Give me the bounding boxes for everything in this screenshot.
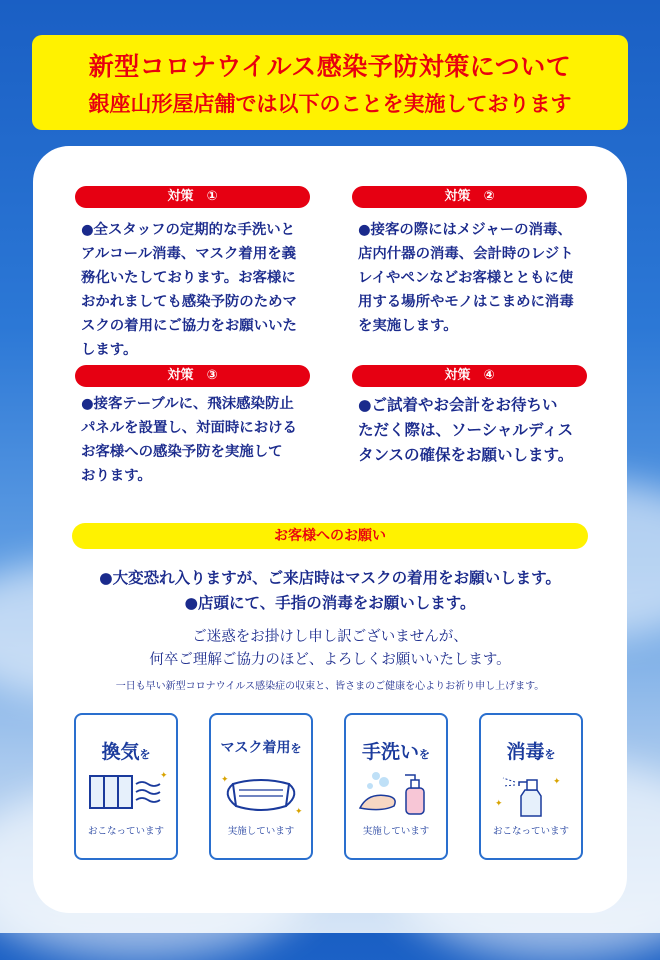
hand-washing-icon [346,770,446,820]
measure-1-text: ●全スタッフの定期的な手洗いと アルコール消毒、マスク着用を義 務化いたしております。お客様に おかれましても感染予防のためマ スクの着用にご協力をお願いいた します。 [81,222,297,358]
measure-4-label: 対策 ④ [352,365,587,387]
request-title: お客様へのお願い [72,523,588,549]
measure-2-label: 対策 ② [352,186,587,208]
spray-bottle-icon [481,770,581,820]
svg-text:✦: ✦ [160,771,168,781]
card-handwashing: 手洗いを 実施しています [344,713,448,860]
card-title: 換気 [101,741,140,763]
header-subtitle: 銀座山形屋店舗では以下のことを実施しております [88,92,572,116]
closing-note: 一日も早い新型コロナウイルス感染症の収束と、皆さまのご健康を心よりお祈り申し上げます。 [115,681,545,692]
svg-text:✦: ✦ [295,807,303,817]
card-title: マスク着用 [220,740,291,756]
card-caption: 実施しています [362,826,430,837]
apology-line-2: 何卒ご理解ご協力のほど、よろしくお願いいたします。 [149,652,511,668]
measure-1-label: 対策 ① [75,186,310,208]
request-item-disinfect: ●店頭にて、手指の消毒をお願いします。 [184,594,476,612]
mask-icon [211,770,311,820]
svg-text:✦: ✦ [221,775,229,785]
request-item-mask: ●大変恐れ入りますが、ご来店時はマスクの着用をお願いします。 [99,569,561,587]
window-ventilation-icon [76,770,176,820]
card-mask: マスク着用を ✦ ✦ 実施しています [209,713,313,860]
header-banner [32,35,628,130]
header-title: 新型コロナウイルス感染予防対策について [88,52,572,81]
card-title: 手洗い [361,741,419,763]
measure-4-text: ●ご試着やお会計をお待ちい ただく際は、ソーシャルディス タンスの確保をお願いします。 [358,396,574,464]
card-caption: 実施しています [227,826,295,837]
svg-text:✦: ✦ [553,777,561,787]
measure-3-label: 対策 ③ [75,365,310,387]
measure-3-text: ●接客テーブルに、飛沫感染防止 パネルを設置し、対面時における お客様への感染予防を実施して おります。 [81,396,297,484]
svg-text:✦: ✦ [495,799,503,809]
card-ventilation: 換気を ✦ おこなっています [74,713,178,860]
card-caption: おこなっています [492,826,569,837]
card-disinfection: 消毒を ✦ ✦ おこなっています [479,713,583,860]
apology-line-1: ご迷惑をお掛けし申し訳ございませんが、 [192,629,468,645]
card-caption: おこなっています [87,826,164,837]
card-title: 消毒 [506,741,545,763]
measure-2-text: ●接客の際にはメジャーの消毒、 店内什器の消毒、会計時のレジト レイやペンなどお客様とともに使 用する場所やモノはこまめに消毒 を実施します。 [358,222,574,334]
